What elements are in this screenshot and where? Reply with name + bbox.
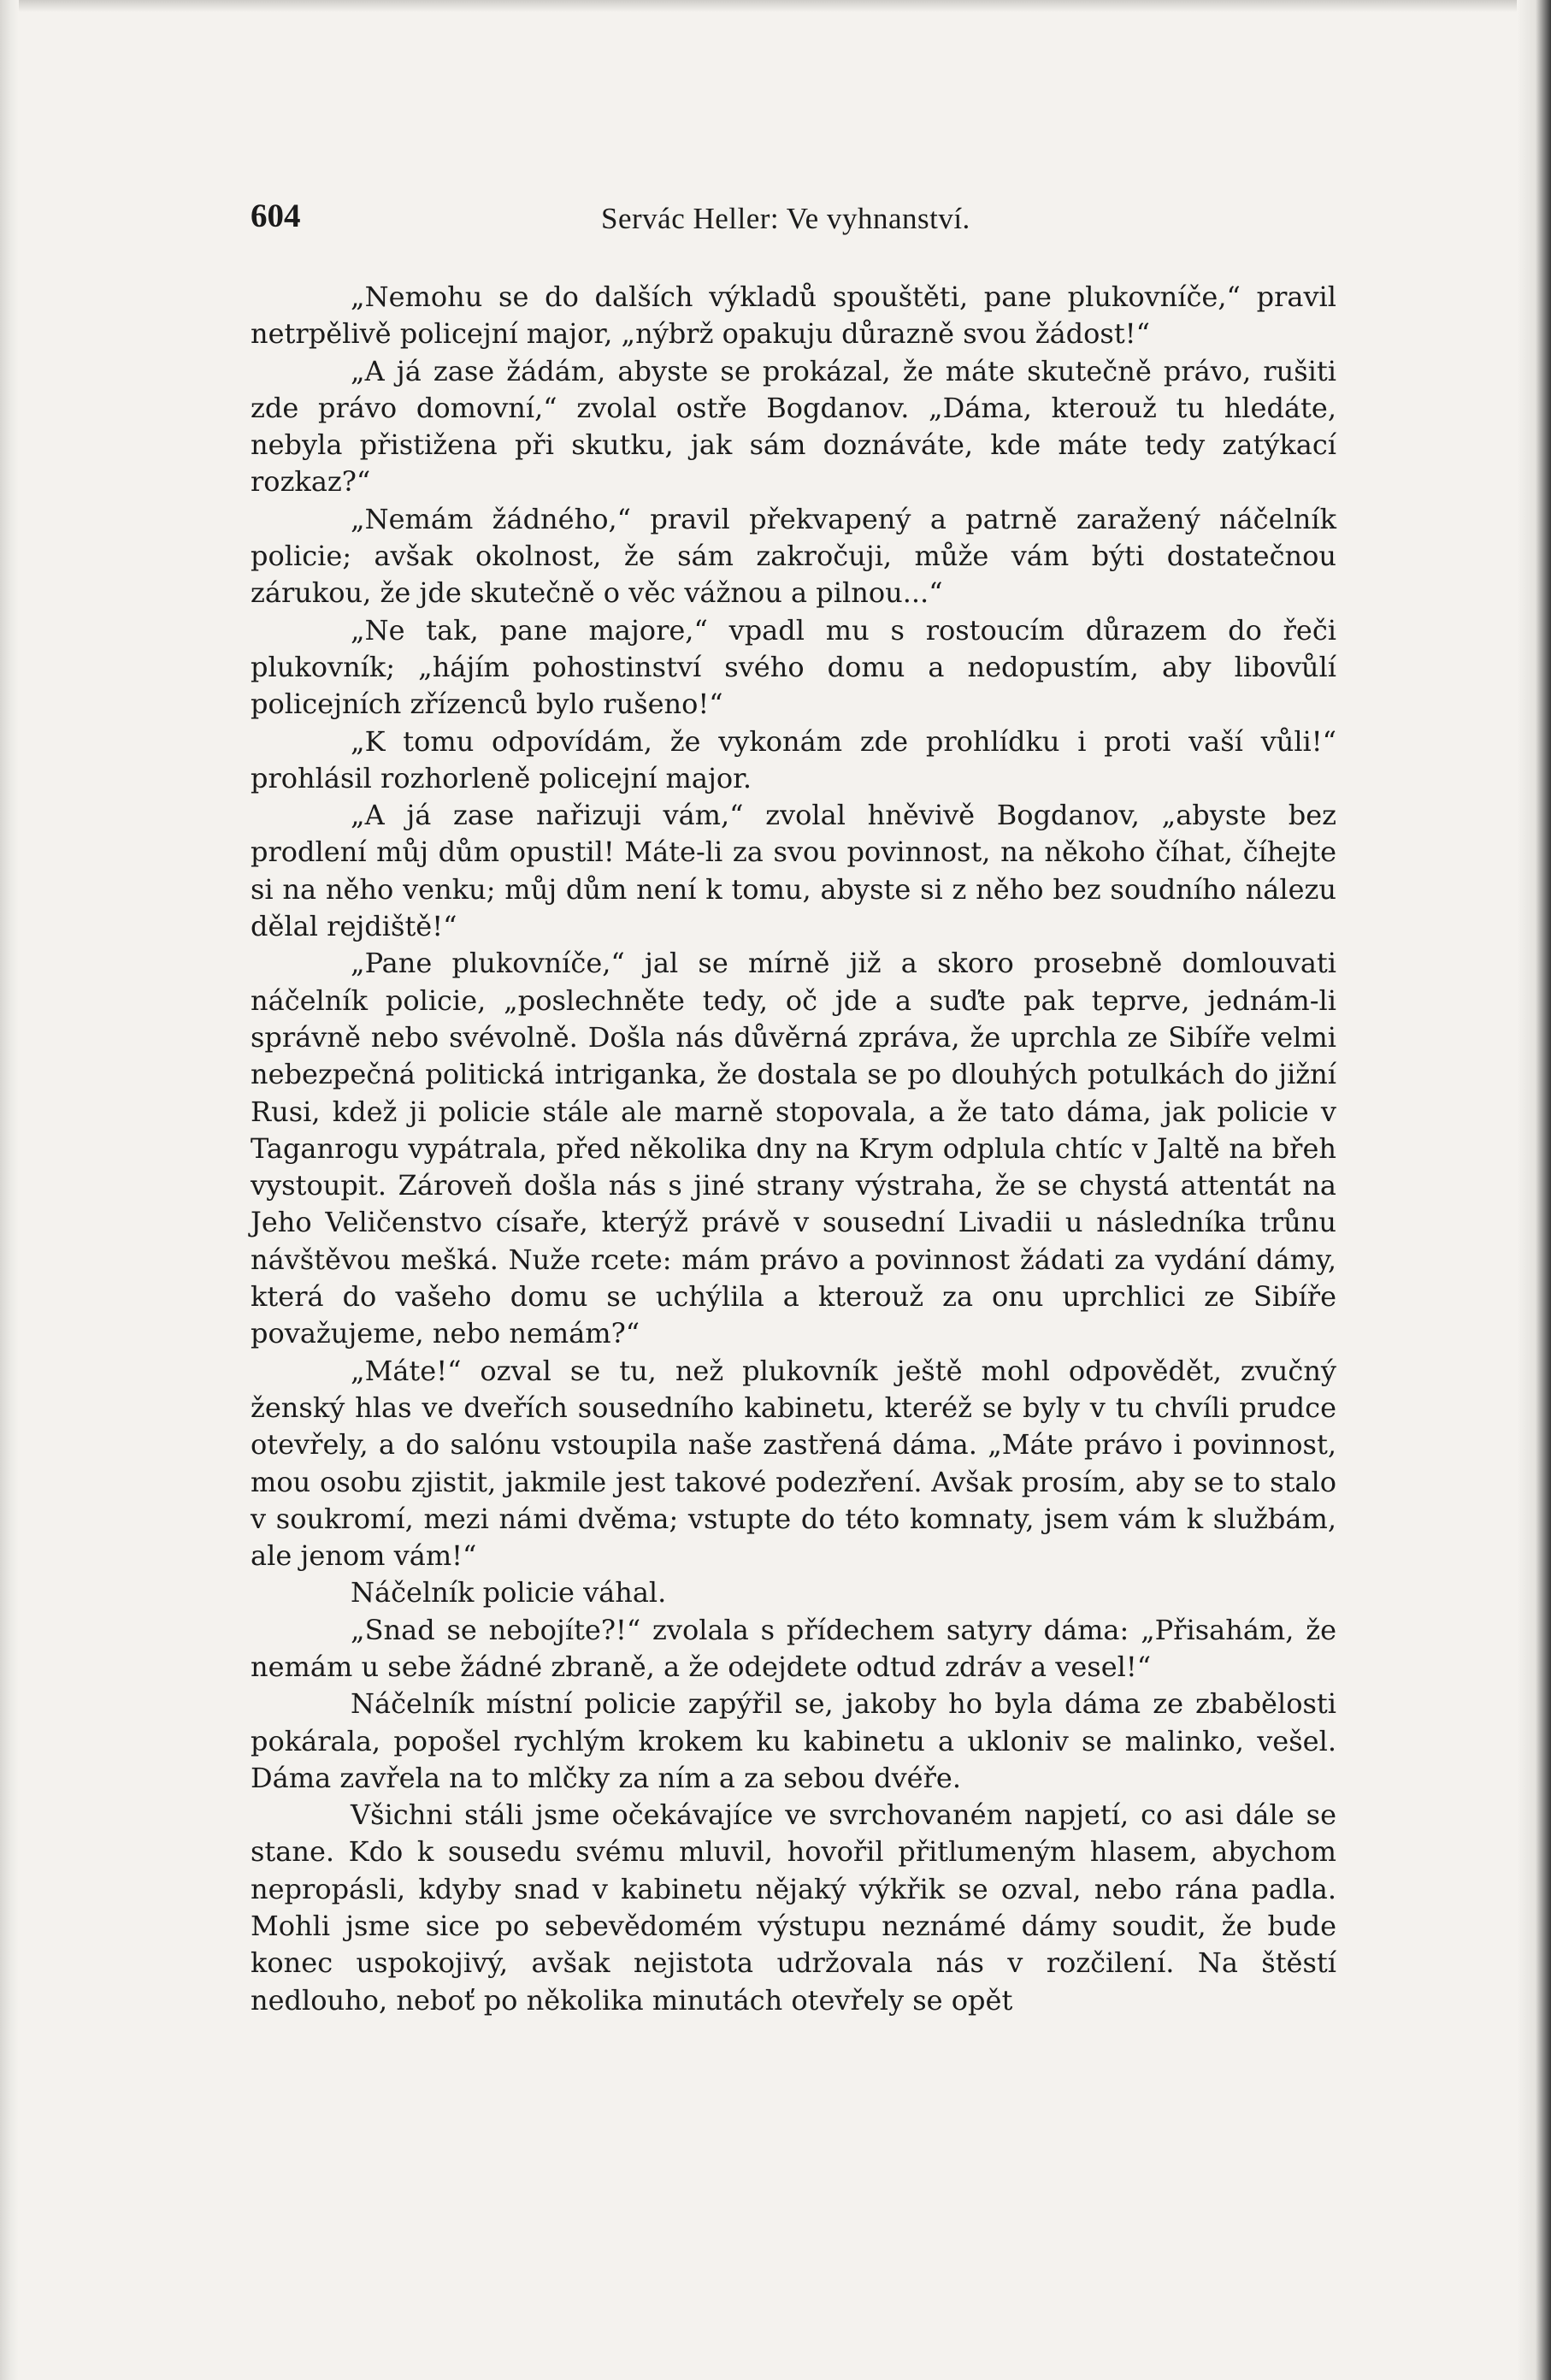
paragraph: Náčelník policie váhal. bbox=[351, 1576, 667, 1609]
paragraph: „A já zase žádám, abyste se prokázal, že máte skutečně právo, rušiti zde právo domovní,“ zvolal ostře Bogdanov. „Dáma, kterouž tu hledáte, nebyla přistižena při skutku, jak sám doznáváte, kde máte tedy zatýkací rozkaz?“ bbox=[251, 354, 1336, 499]
paragraph: „Pane plukovníče,“ jal se mírně již a skoro prosebně domlouvati náčelník policie, „poslechněte tedy, oč jde a suďte pak teprve, jednám-li správně nebo svévolně. Došla nás důvěrná zpráva, že uprchla ze Sibíře velmi nebezpečná politická intriganka, že dostala se po dlouhých potulkách do jižní Rusi, kdež ji policie stále ale marně stopovala, a že tato dáma, jak policie v Taganrogu vypátrala, před několika dny na Krym odplula chtíc v Jaltě na břeh vystoupit. Zároveň došla nás s jiné strany výstraha, že se chystá attentát na Jeho Veličenstvo císaře, kterýž právě v sousední Livadii u následníka trůnu návštěvou mešká. Nuže rcete: mám právo a povinnost žádati za vydání dámy, která do vašeho domu se uchýlila a kterouž za onu uprchlici ze Sibíře považujeme, nebo nemám?“ bbox=[251, 947, 1336, 1350]
paragraph: „A já zase nařizuji vám,“ zvolal hněvivě Bogdanov, „abyste bez prodlení můj dům opustil! Máte-li za svou povinnost, na někoho číhat, číhejte si na něho venku; můj dům není k tomu, abyste si z něho bez soudního nálezu dělal rejdiště!“ bbox=[251, 799, 1336, 943]
paragraph: Náčelník místní policie zapýřil se, jakoby ho byla dáma ze zbabělosti pokárala, popošel rychlým krokem ku kabinetu a ukloniv se malinko, vešel. Dáma zavřela na to mlčky za ním a za sebou dvéře. bbox=[251, 1687, 1336, 1794]
paragraph: „Máte!“ ozval se tu, než plukovník ještě mohl odpovědět, zvučný ženský hlas ve dveřích sousedního kabinetu, kteréž se byly v tu chvíli prudce otevřely, a do salónu vstoupila naše zastřená dáma. „Máte právo i povinnost, mou osobu zjistit, jakmile jest takové podezření. Avšak prosím, aby se to stalo v soukromí, mezi námi dvěma; vstupte do této komnaty, jsem vám k službám, ale jenom vám!“ bbox=[251, 1354, 1336, 1573]
running-head: Servác Heller: Ve vyhnanství. bbox=[601, 202, 970, 235]
paragraph: „Ne tak, pane majore,“ vpadl mu s rostoucím důrazem do řeči plukovník; „hájím pohostinství svého domu a nedopustím, aby libovůlí policejních zřízenců bylo rušeno!“ bbox=[251, 613, 1336, 721]
scan-edge-top bbox=[0, 0, 1551, 12]
paragraph: „Nemohu se do dalších výkladů spouštěti, pane plukovníče,“ pravil netrpělivě policejní major, „nýbrž opakuju důrazně svou žádost!“ bbox=[251, 281, 1336, 351]
paragraph: Všichni stáli jsme očekávajíce ve svrchovaném napjetí, co asi dále se stane. Kdo k sousedu svému mluvil, hovořil přitlumeným hlasem, abychom nepropásli, kdyby snad v kabinetu nějaký výkřik se ozval, nebo rána padla. Mohli jsme sice po sebevědomém výstupu neznámé dámy soudit, že bude konec uspokojivý, avšak nejistota udržovala nás v rozčilení. Na štěstí nedlouho, neboť po několika minutách otevřely se opět bbox=[251, 1798, 1336, 2017]
paragraph: „Snad se nebojíte?!“ zvolala s přídechem satyry dáma: „Přisahám, že nemám u sebe žádné zbraně, a že odejdete odtud zdráv a vesel!“ bbox=[251, 1613, 1336, 1683]
book-page bbox=[251, 197, 1336, 2019]
paragraph: „Nemám žádného,“ pravil překvapený a patrně zaražený náčelník policie; avšak okolnost, že sám zakročuji, může vám býti dostatečnou zárukou, že jde skutečně o věc vážnou a pilnou...“ bbox=[251, 502, 1336, 610]
page-body bbox=[251, 279, 1336, 2019]
scan-edge-right bbox=[1517, 0, 1551, 2380]
page-number: 604 bbox=[251, 198, 301, 234]
scan-edge-left bbox=[0, 0, 19, 2380]
page-header bbox=[251, 197, 1336, 248]
paragraph: „K tomu odpovídám, že vykonám zde prohlídku i proti vaší vůli!“ prohlásil rozhorleně policejní major. bbox=[251, 724, 1336, 794]
